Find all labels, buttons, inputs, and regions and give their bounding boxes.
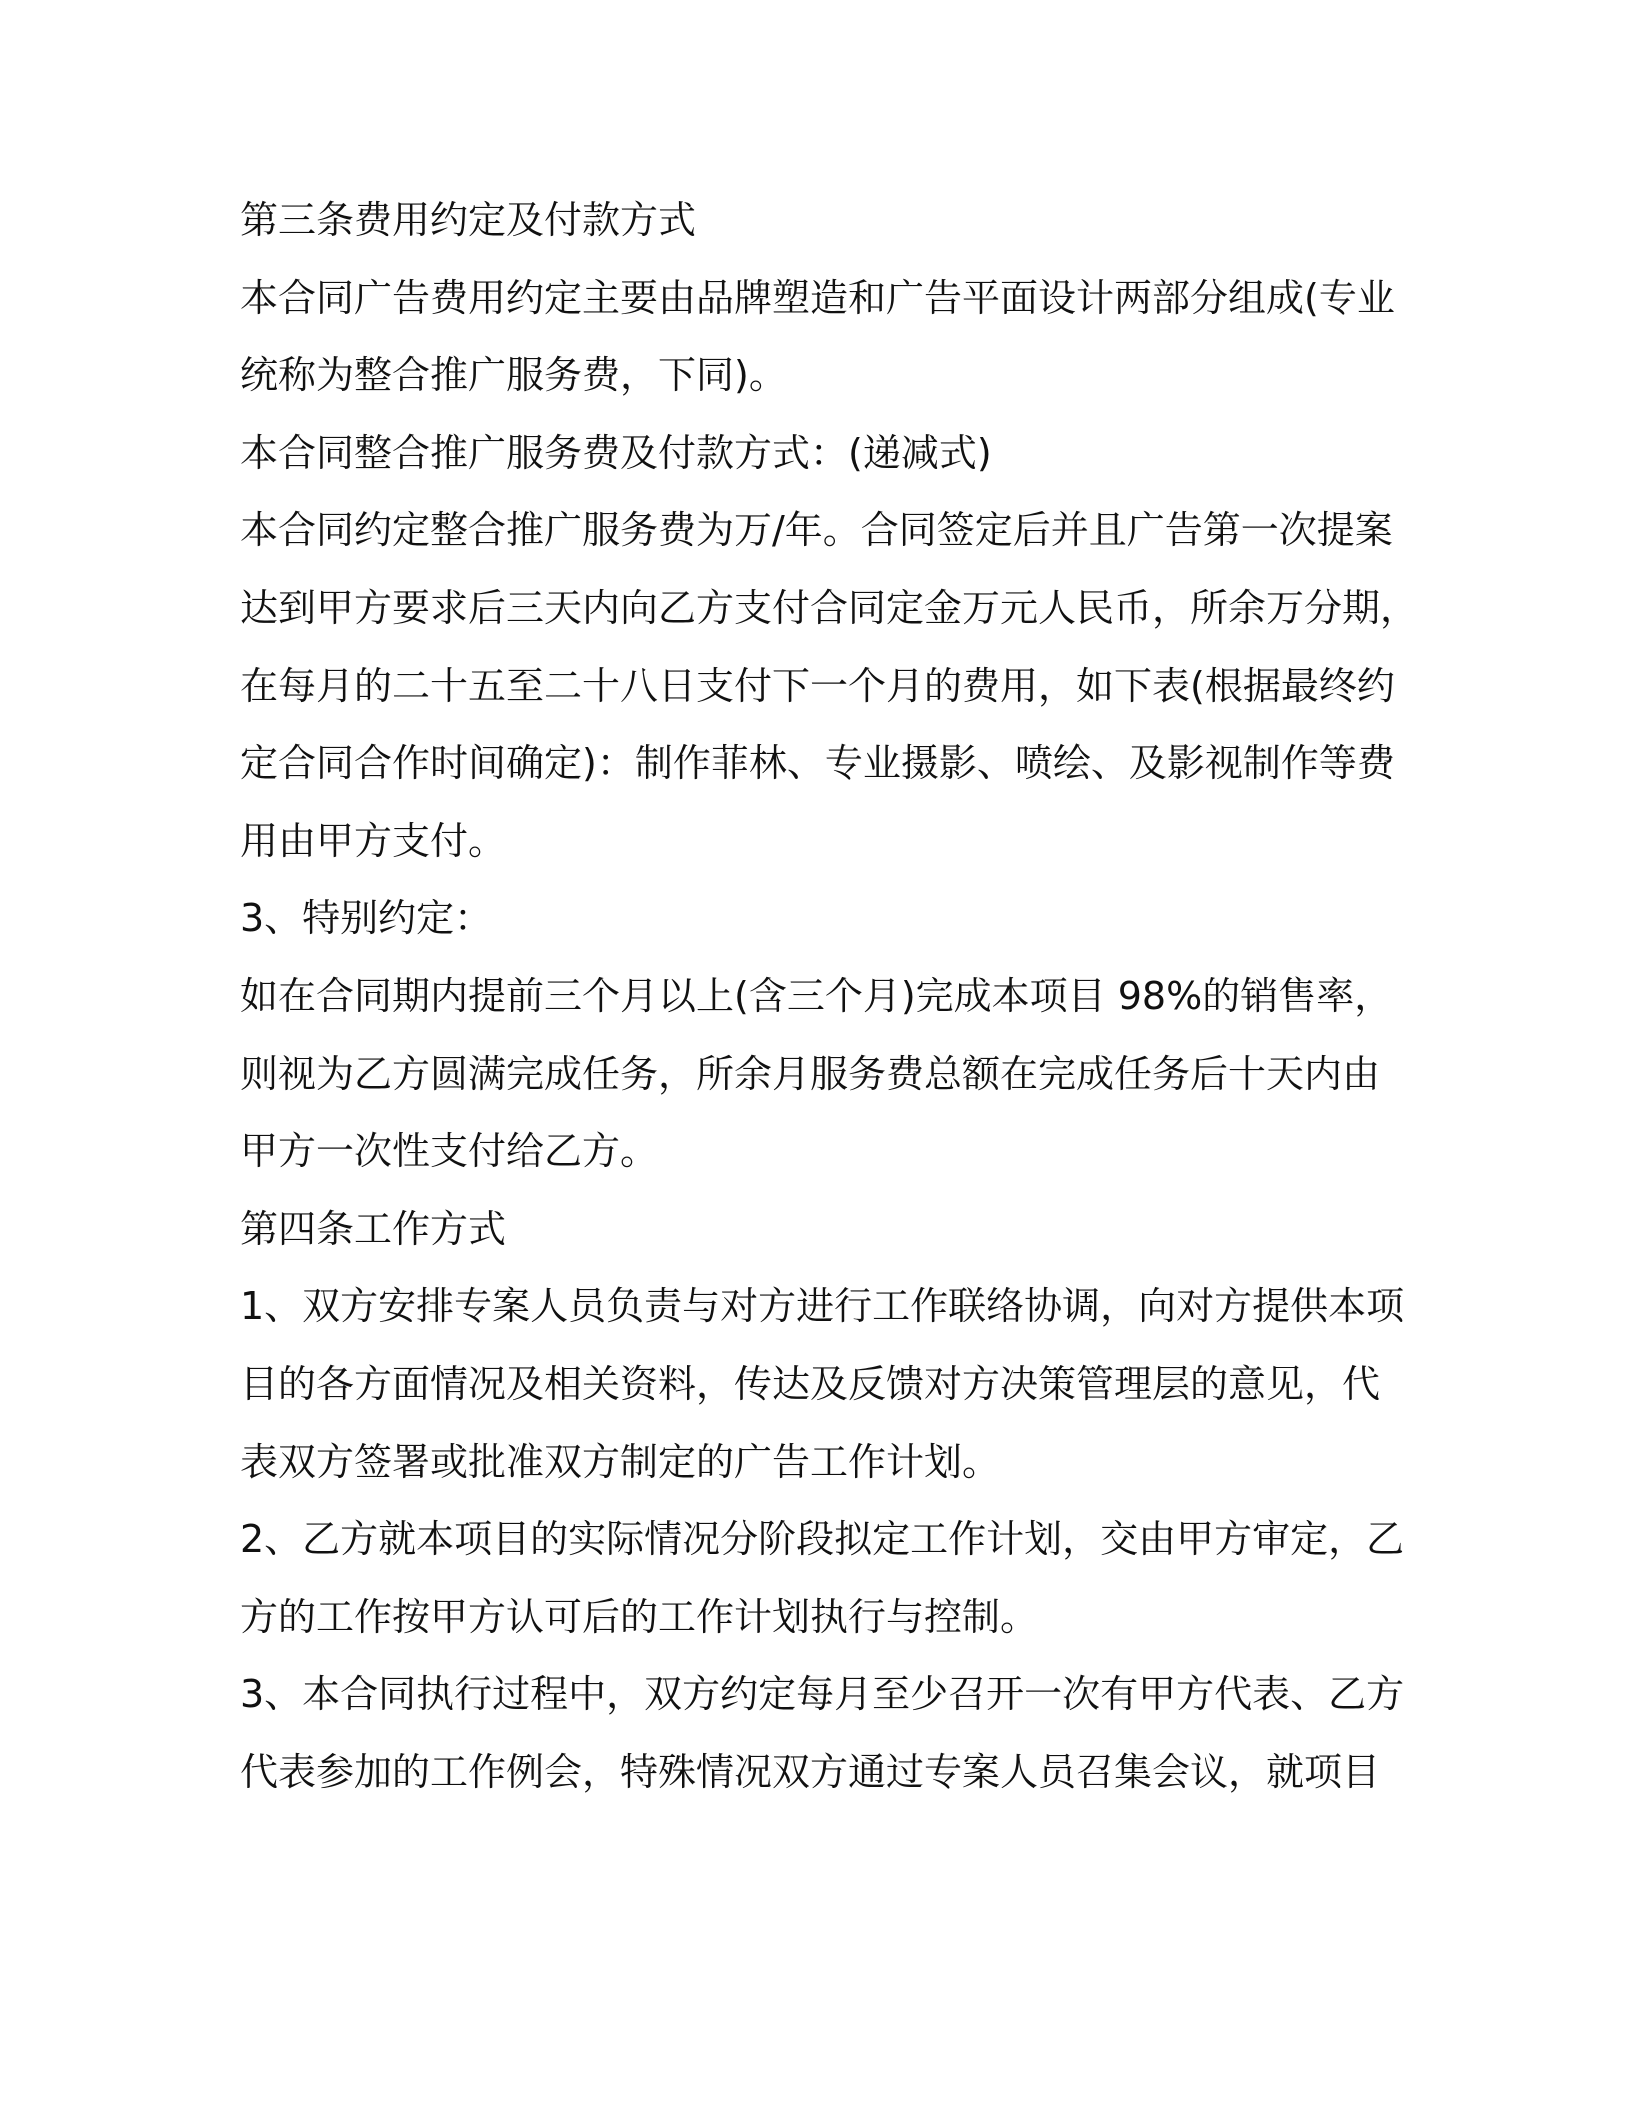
paragraph-line: 方的工作按甲方认可后的工作计划执行与控制。 [240, 1594, 1039, 1639]
section-heading-article-4: 第四条工作方式 [240, 1206, 507, 1251]
paragraph-line: 如在合同期内提前三个月以上(含三个月)完成本项目 98%的销售率， [240, 973, 1393, 1018]
paragraph-line: 目的各方面情况及相关资料，传达及反馈对方决策管理层的意见，代 [240, 1361, 1381, 1406]
list-item-line: 1、双方安排专案人员负责与对方进行工作联络协调，向对方提供本项 [240, 1284, 1405, 1329]
paragraph-line: 本合同整合推广服务费及付款方式：(递减式) [240, 430, 992, 475]
section-heading-article-3: 第三条费用约定及付款方式 [240, 198, 697, 242]
paragraph-line: 甲方一次性支付给乙方。 [240, 1129, 659, 1174]
paragraph-line: 统称为整合推广服务费，下同)。 [240, 353, 787, 398]
paragraph-line: 代表参加的工作例会，特殊情况双方通过专案人员召集会议，就项目 [240, 1749, 1381, 1794]
paragraph-line: 在每月的二十五至二十八日支付下一个月的费用，如下表(根据最终约 [240, 663, 1395, 708]
paragraph-line: 表双方签署或批准双方制定的广告工作计划。 [240, 1439, 1001, 1484]
list-item-special-agreement: 3、特别约定： [240, 896, 493, 941]
paragraph-line: 用由甲方支付。 [240, 818, 507, 863]
paragraph-line: 本合同约定整合推广服务费为万/年。合同签定后并且广告第一次提案 [240, 508, 1393, 553]
paragraph-line: 达到甲方要求后三天内向乙方支付合同定金万元人民币，所余万分期， [240, 585, 1419, 630]
paragraph-line: 定合同合作时间确定)：制作菲林、专业摄影、喷绘、及影视制作等费 [240, 741, 1395, 786]
paragraph-line: 则视为乙方圆满完成任务，所余月服务费总额在完成任务后十天内由 [240, 1051, 1381, 1096]
paragraph-line: 本合同广告费用约定主要由品牌塑造和广告平面设计两部分组成(专业 [240, 275, 1395, 320]
list-item-line: 3、本合同执行过程中，双方约定每月至少召开一次有甲方代表、乙方 [240, 1672, 1405, 1717]
list-item-line: 2、乙方就本项目的实际情况分阶段拟定工作计划，交由甲方审定，乙 [240, 1517, 1405, 1562]
document-body [240, 182, 1419, 1811]
